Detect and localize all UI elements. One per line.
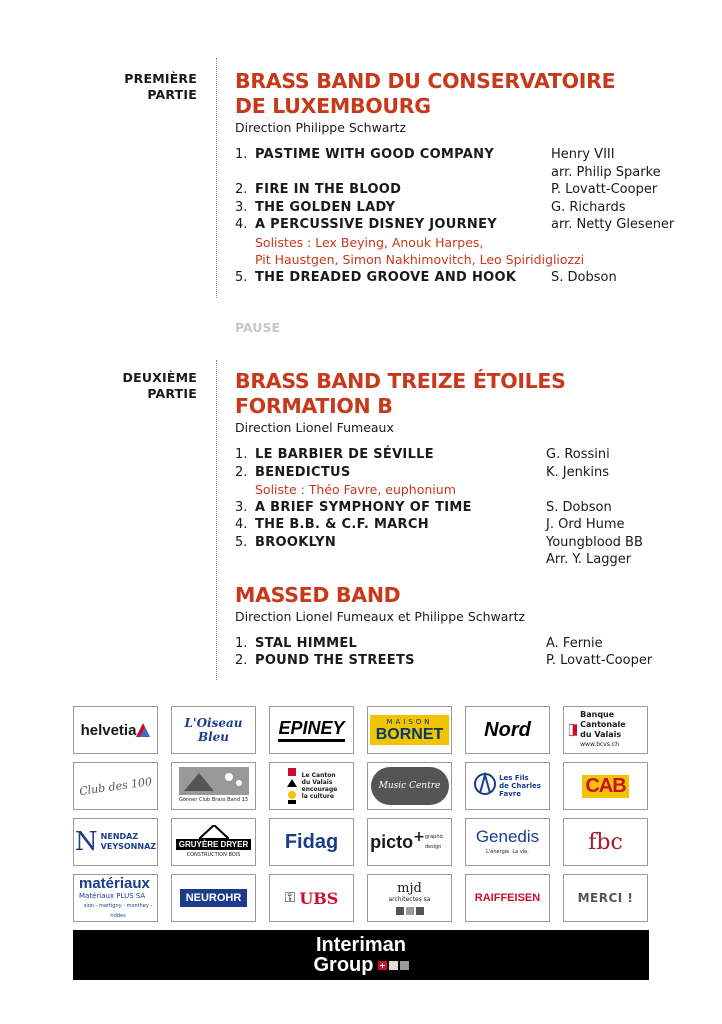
piece-title: FIRE IN THE BLOOD bbox=[255, 182, 402, 197]
item-number: 2. bbox=[235, 182, 248, 197]
neurohr-logo bbox=[171, 874, 256, 922]
fbc-text: fbc bbox=[588, 829, 623, 855]
gruyere-sub-text: CONSTRUCTION BOIS bbox=[186, 851, 241, 858]
ubs-text: UBS bbox=[299, 888, 339, 908]
arranger: Arr. Y. Lagger bbox=[546, 552, 632, 567]
pause-label: PAUSE bbox=[235, 320, 280, 335]
picto-plus-icon: + bbox=[413, 829, 425, 845]
nord-text: Nord bbox=[484, 718, 531, 741]
gruyere-dryer-logo bbox=[171, 818, 256, 866]
picto-text: picto bbox=[370, 831, 414, 852]
band-title-line: BRASS BAND TREIZE ÉTOILES bbox=[235, 369, 566, 393]
composer: S. Dobson bbox=[546, 499, 612, 515]
neurohr-text: NEUROHR bbox=[180, 889, 248, 907]
soloists-line: Solistes : Lex Beying, Anouk Harpes, bbox=[255, 234, 484, 250]
band-title-line: BRASS BAND DU CONSERVATOIRE bbox=[235, 69, 616, 93]
composer: G. Richards bbox=[551, 199, 626, 215]
item-number: 4. bbox=[235, 217, 248, 232]
cab-logo bbox=[563, 762, 648, 810]
genedis-sub-text: L'énergie. La vie. bbox=[486, 849, 529, 855]
fils-favre-mark-icon bbox=[474, 771, 496, 801]
program-item-continued bbox=[235, 164, 705, 182]
nendaz-text-block bbox=[101, 832, 156, 852]
fbc-logo bbox=[563, 818, 648, 866]
gruyere-text: GRUYÈRE DRYER bbox=[176, 839, 252, 850]
part-two-content bbox=[235, 369, 705, 670]
part-label-line: DEUXIÈME bbox=[122, 370, 197, 385]
cab-text: CAB bbox=[582, 775, 628, 798]
part-label-line: PARTIE bbox=[147, 87, 197, 102]
bcvs-shield-icon bbox=[569, 723, 577, 737]
canton-symbols-icon bbox=[286, 768, 298, 804]
bornet-text: BORNET bbox=[375, 726, 444, 743]
program-list bbox=[235, 635, 705, 670]
piece-title: BROOKLYN bbox=[255, 534, 337, 550]
fils-favre-line: Les Fils bbox=[499, 774, 529, 782]
grey-square-icon bbox=[400, 961, 409, 970]
fils-favre-line: Favre bbox=[499, 790, 521, 798]
fils-favre-text-block bbox=[499, 774, 541, 798]
bcvs-line: du Valais bbox=[580, 730, 622, 739]
composer: J. Ord Hume bbox=[546, 517, 625, 532]
gonner-club-graphic-icon bbox=[179, 767, 249, 795]
divider-line bbox=[216, 360, 217, 680]
raiffeisen-logo bbox=[465, 874, 550, 922]
oiseau-text: L'Oiseau Bleu bbox=[184, 716, 243, 744]
composer: Henry VIII bbox=[551, 147, 615, 162]
canton-line: encourage bbox=[301, 786, 338, 793]
merci-box bbox=[563, 874, 648, 922]
composer: arr. Netty Glesener bbox=[551, 217, 675, 232]
piece-title: STAL HIMMEL bbox=[255, 635, 358, 651]
bornet-logo bbox=[367, 706, 452, 754]
item-number: 5. bbox=[235, 534, 248, 550]
piece-title: A BRIEF SYMPHONY OF TIME bbox=[255, 499, 472, 515]
nord-logo bbox=[465, 706, 550, 754]
epiney-text: EPINEY bbox=[278, 718, 344, 742]
fils-favre-line: de Charles bbox=[499, 782, 541, 790]
piece-title: PASTIME WITH GOOD COMPANY bbox=[255, 147, 495, 162]
item-number: 5. bbox=[235, 269, 248, 285]
piece-title: POUND THE STREETS bbox=[255, 653, 415, 668]
part-one-content bbox=[235, 69, 705, 286]
materiaux-text: matériaux bbox=[79, 874, 150, 892]
picto-sub-text: graphic design bbox=[424, 834, 444, 850]
part-label-line: PREMIÈRE bbox=[124, 71, 197, 86]
program-item bbox=[235, 181, 705, 199]
picto-logo bbox=[367, 818, 452, 866]
mjd-architectes-logo bbox=[367, 874, 452, 922]
item-number: 1. bbox=[235, 147, 248, 162]
part-one-label bbox=[0, 71, 197, 103]
helvetia-logo bbox=[73, 706, 158, 754]
piece-title: THE B.B. & C.F. MARCH bbox=[255, 517, 429, 532]
band-title-line: FORMATION B bbox=[235, 394, 393, 418]
soloists bbox=[235, 234, 705, 269]
mjd-blocks-icon bbox=[396, 907, 424, 915]
program-item bbox=[235, 516, 705, 534]
materiaux-towns-text: sion - martigny - monthey - riddes bbox=[83, 902, 153, 919]
bcvs-line: Banque Cantonale bbox=[580, 710, 626, 729]
canton-line: du Valais bbox=[301, 779, 333, 786]
materiaux-plus-logo bbox=[73, 874, 158, 922]
item-number: 3. bbox=[235, 499, 248, 515]
arranger: arr. Philip Sparke bbox=[551, 164, 661, 180]
epiney-logo bbox=[269, 706, 354, 754]
composer: Youngblood BB bbox=[546, 534, 643, 550]
fidag-text: Fidag bbox=[284, 830, 339, 853]
ubs-keys-icon: ⚿ bbox=[284, 890, 296, 906]
program-list bbox=[235, 146, 705, 286]
music-centre-badge bbox=[371, 767, 449, 805]
canton-text-block bbox=[302, 772, 338, 800]
program-item bbox=[235, 464, 705, 482]
conductor: Direction Philippe Schwartz bbox=[235, 120, 407, 135]
item-number: 2. bbox=[235, 653, 248, 668]
gonner-club-text: Gönner Club Brass Band 13 bbox=[179, 797, 248, 803]
program-item bbox=[235, 199, 705, 217]
band-title bbox=[235, 369, 705, 419]
canton-valais-logo bbox=[269, 762, 354, 810]
ubs-logo bbox=[269, 874, 354, 922]
item-number: 2. bbox=[235, 464, 248, 480]
helvetia-mark-icon bbox=[136, 723, 150, 737]
composer: P. Lovatt-Cooper bbox=[546, 653, 653, 668]
composer: P. Lovatt-Cooper bbox=[551, 182, 658, 197]
program-item-continued bbox=[235, 551, 705, 569]
composer: K. Jenkins bbox=[546, 464, 610, 480]
part-two-label bbox=[0, 370, 197, 402]
merci-text: MERCI ! bbox=[577, 891, 634, 905]
nendaz-line: VEYSONNAZ bbox=[100, 842, 157, 851]
gruyere-roof-icon bbox=[199, 825, 229, 839]
soloist: Soliste : Théo Favre, euphonium bbox=[255, 482, 456, 497]
item-number: 4. bbox=[235, 517, 248, 532]
composer: G. Rossini bbox=[546, 447, 610, 462]
music-centre-logo bbox=[367, 762, 452, 810]
nendaz-veysonnaz-logo bbox=[73, 818, 158, 866]
materiaux-sub-text: Matériaux PLUS SA bbox=[79, 891, 146, 900]
nendaz-n-icon: N bbox=[74, 827, 98, 857]
band-title-line: DE LUXEMBOURG bbox=[235, 94, 431, 118]
item-number: 1. bbox=[235, 635, 248, 651]
nendaz-line: NENDAZ bbox=[100, 832, 139, 841]
piece-title: THE GOLDEN LADY bbox=[255, 199, 396, 215]
bornet-top-text: MAISON bbox=[386, 718, 433, 726]
bcvs-url: www.bcvs.ch bbox=[580, 741, 619, 748]
divider-line bbox=[216, 58, 217, 298]
part-label-line: PARTIE bbox=[147, 386, 197, 401]
item-number: 3. bbox=[235, 199, 248, 215]
interiman-line-2 bbox=[314, 955, 409, 975]
program-item bbox=[235, 499, 705, 517]
interiman-line: Interiman bbox=[315, 934, 407, 956]
bcvs-logo bbox=[563, 706, 648, 754]
music-centre-text: Music Centre bbox=[378, 781, 441, 791]
program-item bbox=[235, 269, 705, 287]
oiseau-bleu-logo bbox=[171, 706, 256, 754]
program-item bbox=[235, 216, 705, 234]
program-item bbox=[235, 652, 705, 670]
piece-title: A PERCUSSIVE DISNEY JOURNEY bbox=[255, 217, 497, 232]
gonner-club-logo bbox=[171, 762, 256, 810]
mjd-text: mjd bbox=[397, 880, 422, 896]
helvetia-text: helvetia bbox=[80, 721, 137, 739]
piece-title: LE BARBIER DE SÉVILLE bbox=[255, 447, 434, 462]
club-des-100-logo bbox=[73, 762, 158, 810]
composer: A. Fernie bbox=[546, 635, 603, 651]
canton-line: Le Canton bbox=[301, 772, 336, 779]
bcvs-text-block bbox=[580, 710, 647, 750]
fils-favre-logo bbox=[465, 762, 550, 810]
composer: S. Dobson bbox=[551, 269, 617, 285]
mjd-sub-text: architectes sa bbox=[388, 895, 431, 903]
genedis-text: Genedis bbox=[475, 827, 540, 846]
band-title bbox=[235, 69, 705, 119]
program-item bbox=[235, 635, 705, 653]
soloists-line: Pit Haustgen, Simon Nakhimovitch, Leo Spiridigliozzi bbox=[255, 252, 585, 267]
club100-text: Club des 100 bbox=[78, 774, 153, 798]
fidag-logo bbox=[269, 818, 354, 866]
massed-band-block bbox=[235, 583, 705, 670]
swiss-flag-icon bbox=[378, 961, 387, 970]
genedis-logo bbox=[465, 818, 550, 866]
raiffeisen-text: RAIFFEISEN bbox=[474, 892, 541, 904]
band-title: MASSED BAND bbox=[235, 582, 401, 607]
program-item bbox=[235, 534, 705, 552]
piece-title: BENEDICTUS bbox=[255, 464, 351, 480]
bornet-box bbox=[370, 715, 450, 745]
program-list bbox=[235, 446, 705, 569]
interiman-group-banner bbox=[73, 930, 649, 980]
item-number: 1. bbox=[235, 447, 248, 462]
conductor: Direction Lionel Fumeaux et Philippe Schwartz bbox=[235, 608, 526, 624]
group-text: Group bbox=[313, 954, 374, 976]
canton-line: la culture bbox=[301, 793, 334, 800]
conductor: Direction Lionel Fumeaux bbox=[235, 420, 394, 435]
program-item bbox=[235, 446, 705, 464]
piece-title: THE DREADED GROOVE AND HOOK bbox=[255, 269, 517, 285]
program-item bbox=[235, 146, 705, 164]
grey-square-icon bbox=[389, 961, 398, 970]
